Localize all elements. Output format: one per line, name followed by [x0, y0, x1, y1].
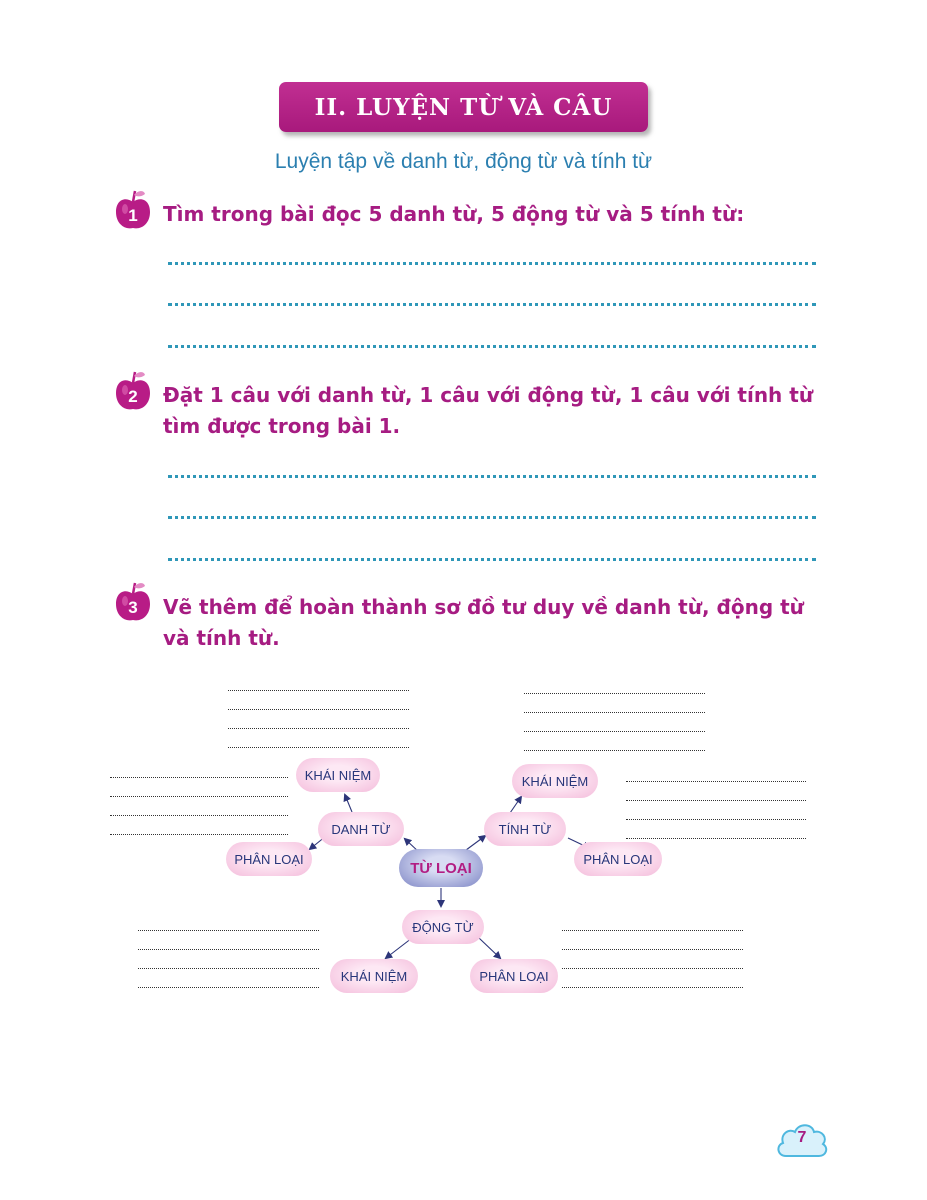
page-number: 7 — [797, 1129, 807, 1146]
question-2-line-2: tìm được trong bài 1. — [163, 414, 401, 438]
section-subtitle: Luyện tập về danh từ, động từ và tính từ — [274, 150, 653, 173]
adjective-classification-node: PHÂN LOẠI — [574, 842, 662, 876]
adjective-node: TÍNH TỪ — [484, 812, 566, 846]
question-number: 1 — [128, 206, 138, 225]
question-number: 2 — [128, 387, 138, 406]
adjective-definition-node: KHÁI NIỆM — [512, 764, 598, 798]
verb-node: ĐỘNG TỪ — [402, 910, 484, 944]
arrow-noun-to-definition — [345, 795, 352, 812]
section-title-banner: II. LUYỆN TỪ VÀ CÂU — [279, 82, 648, 132]
noun-definition-node: KHÁI NIỆM — [296, 758, 380, 792]
question-1-text: Tìm trong bài đọc 5 danh từ, 5 động từ và 5 tính từ: — [163, 202, 745, 226]
question-number: 3 — [128, 598, 138, 617]
question-3-line-1: Vẽ thêm để hoàn thành sơ đồ tư duy về danh từ, động từ — [163, 595, 804, 619]
arrow-verb-to-classification — [479, 938, 500, 958]
verb-classification-node: PHÂN LOẠI — [470, 959, 558, 993]
question-3-line-2: và tính từ. — [163, 626, 280, 650]
center-node: TỪ LOẠI — [399, 849, 483, 887]
arrow-verb-to-definition — [386, 938, 412, 958]
noun-node: DANH TỪ — [318, 812, 404, 846]
noun-classification-node: PHÂN LOẠI — [226, 842, 312, 876]
verb-definition-node: KHÁI NIỆM — [330, 959, 418, 993]
arrow-adjective-to-definition — [510, 797, 521, 813]
question-2-line-1: Đặt 1 câu với danh từ, 1 câu với động từ, 1 câu với tính từ — [163, 383, 814, 407]
